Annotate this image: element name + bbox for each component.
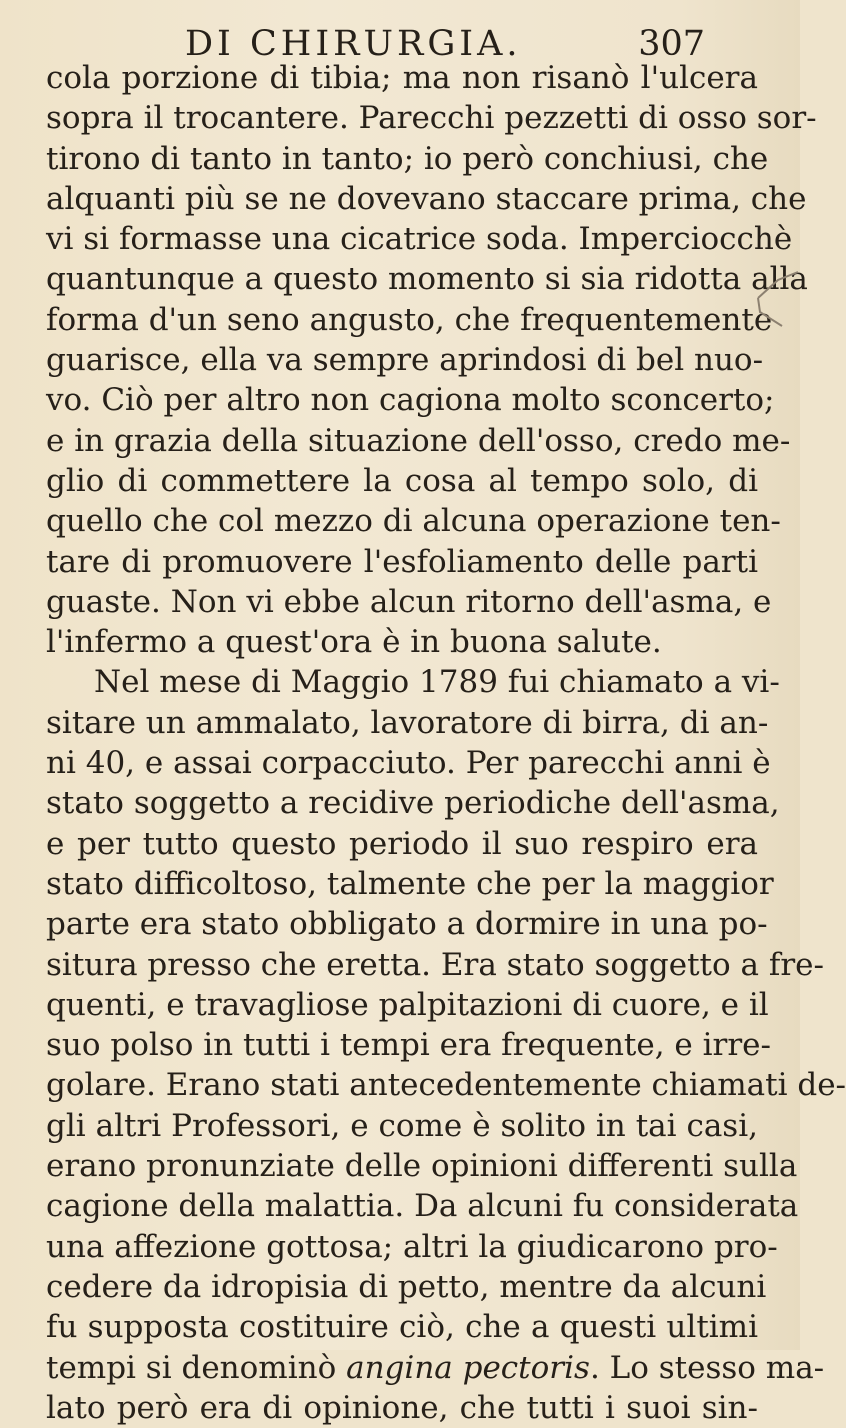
text-line: quenti, e travagliose palpitazioni di cuore, e il: [46, 986, 769, 1023]
text-line: alquanti più se ne dovevano staccare prima, che: [46, 180, 807, 217]
text-line: quantunque a questo momento si sia ridotta alla: [46, 261, 808, 298]
text-line: glio di commettere la cosa al tempo solo, di: [46, 462, 758, 499]
text-line-italic-term: [46, 1348, 825, 1388]
margin-bracket-mark: [752, 270, 800, 330]
paragraph-start-line: Nel mese di Maggio 1789 fui chiamato a vi-: [94, 664, 780, 701]
text-line: gli altri Professori, e come è solito in tai casi,: [46, 1107, 758, 1144]
text-line: erano pronunziate delle opinioni differenti sulla: [46, 1148, 798, 1185]
text-line: cola porzione di tibia; ma non risanò l'ulcera: [46, 60, 758, 96]
italic-term: angina pectoris: [346, 1349, 590, 1386]
text-line: sopra il trocantere. Parecchi pezzetti di osso sor-: [46, 100, 817, 137]
text-line: guaste. Non vi ebbe alcun ritorno dell'asma, e: [46, 583, 772, 620]
text-line: stato difficoltoso, talmente che per la maggior: [46, 865, 774, 902]
text-line: forma d'un seno angusto, che frequentemente: [46, 301, 773, 338]
text-line: tirono di tanto in tanto; io però conchiusi, che: [46, 140, 769, 177]
running-head: DI CHIRURGIA.: [185, 24, 522, 64]
paragraph-end-line: l'infermo a quest'ora è in buona salute.: [46, 624, 662, 661]
text-line: vi si formasse una cicatrice soda. Imperciocchè: [46, 221, 793, 258]
text-line: quello che col mezzo di alcuna operazione ten-: [46, 503, 781, 540]
text-line: ni 40, e assai corpacciuto. Per parecchi anni è: [46, 745, 771, 782]
text-line: e per tutto questo periodo il suo respiro era: [46, 825, 758, 862]
text-line: sitare un ammalato, lavoratore di birra, di an-: [46, 704, 769, 741]
text-line: parte era stato obbligato a dormire in una po-: [46, 906, 768, 943]
text-body: [46, 58, 846, 1428]
text-line: tare di promuovere l'esfoliamento delle parti: [46, 543, 758, 580]
text-line: vo. Ciò per altro non cagiona molto sconcerto;: [46, 382, 775, 419]
line-text: tempi si denominò: [46, 1349, 347, 1386]
page-number: 307: [638, 24, 705, 64]
text-line: cedere da idropisia di petto, mentre da alcuni: [46, 1268, 767, 1305]
text-line: e in grazia della situazione dell'osso, credo me-: [46, 422, 791, 459]
text-line: lato però era di opinione, che tutti i suoi sin-: [46, 1389, 758, 1426]
text-line: stato soggetto a recidive periodiche dell'asma,: [46, 785, 780, 822]
text-line: guarisce, ella va sempre aprindosi di bel nuo-: [46, 342, 764, 379]
text-line: cagione della malattia. Da alcuni fu considerata: [46, 1188, 799, 1225]
text-line: situra presso che eretta. Era stato soggetto a fre-: [46, 946, 824, 983]
line-text: . Lo stesso ma-: [589, 1349, 825, 1386]
text-line: suo polso in tutti i tempi era frequente, e irre-: [46, 1027, 772, 1064]
text-line: una affezione gottosa; altri la giudicarono pro-: [46, 1228, 778, 1265]
text-line: golare. Erano stati antecedentemente chiamati de-: [46, 1067, 846, 1104]
text-line: fu supposta costituire ciò, che a questi ultimi: [46, 1309, 758, 1346]
